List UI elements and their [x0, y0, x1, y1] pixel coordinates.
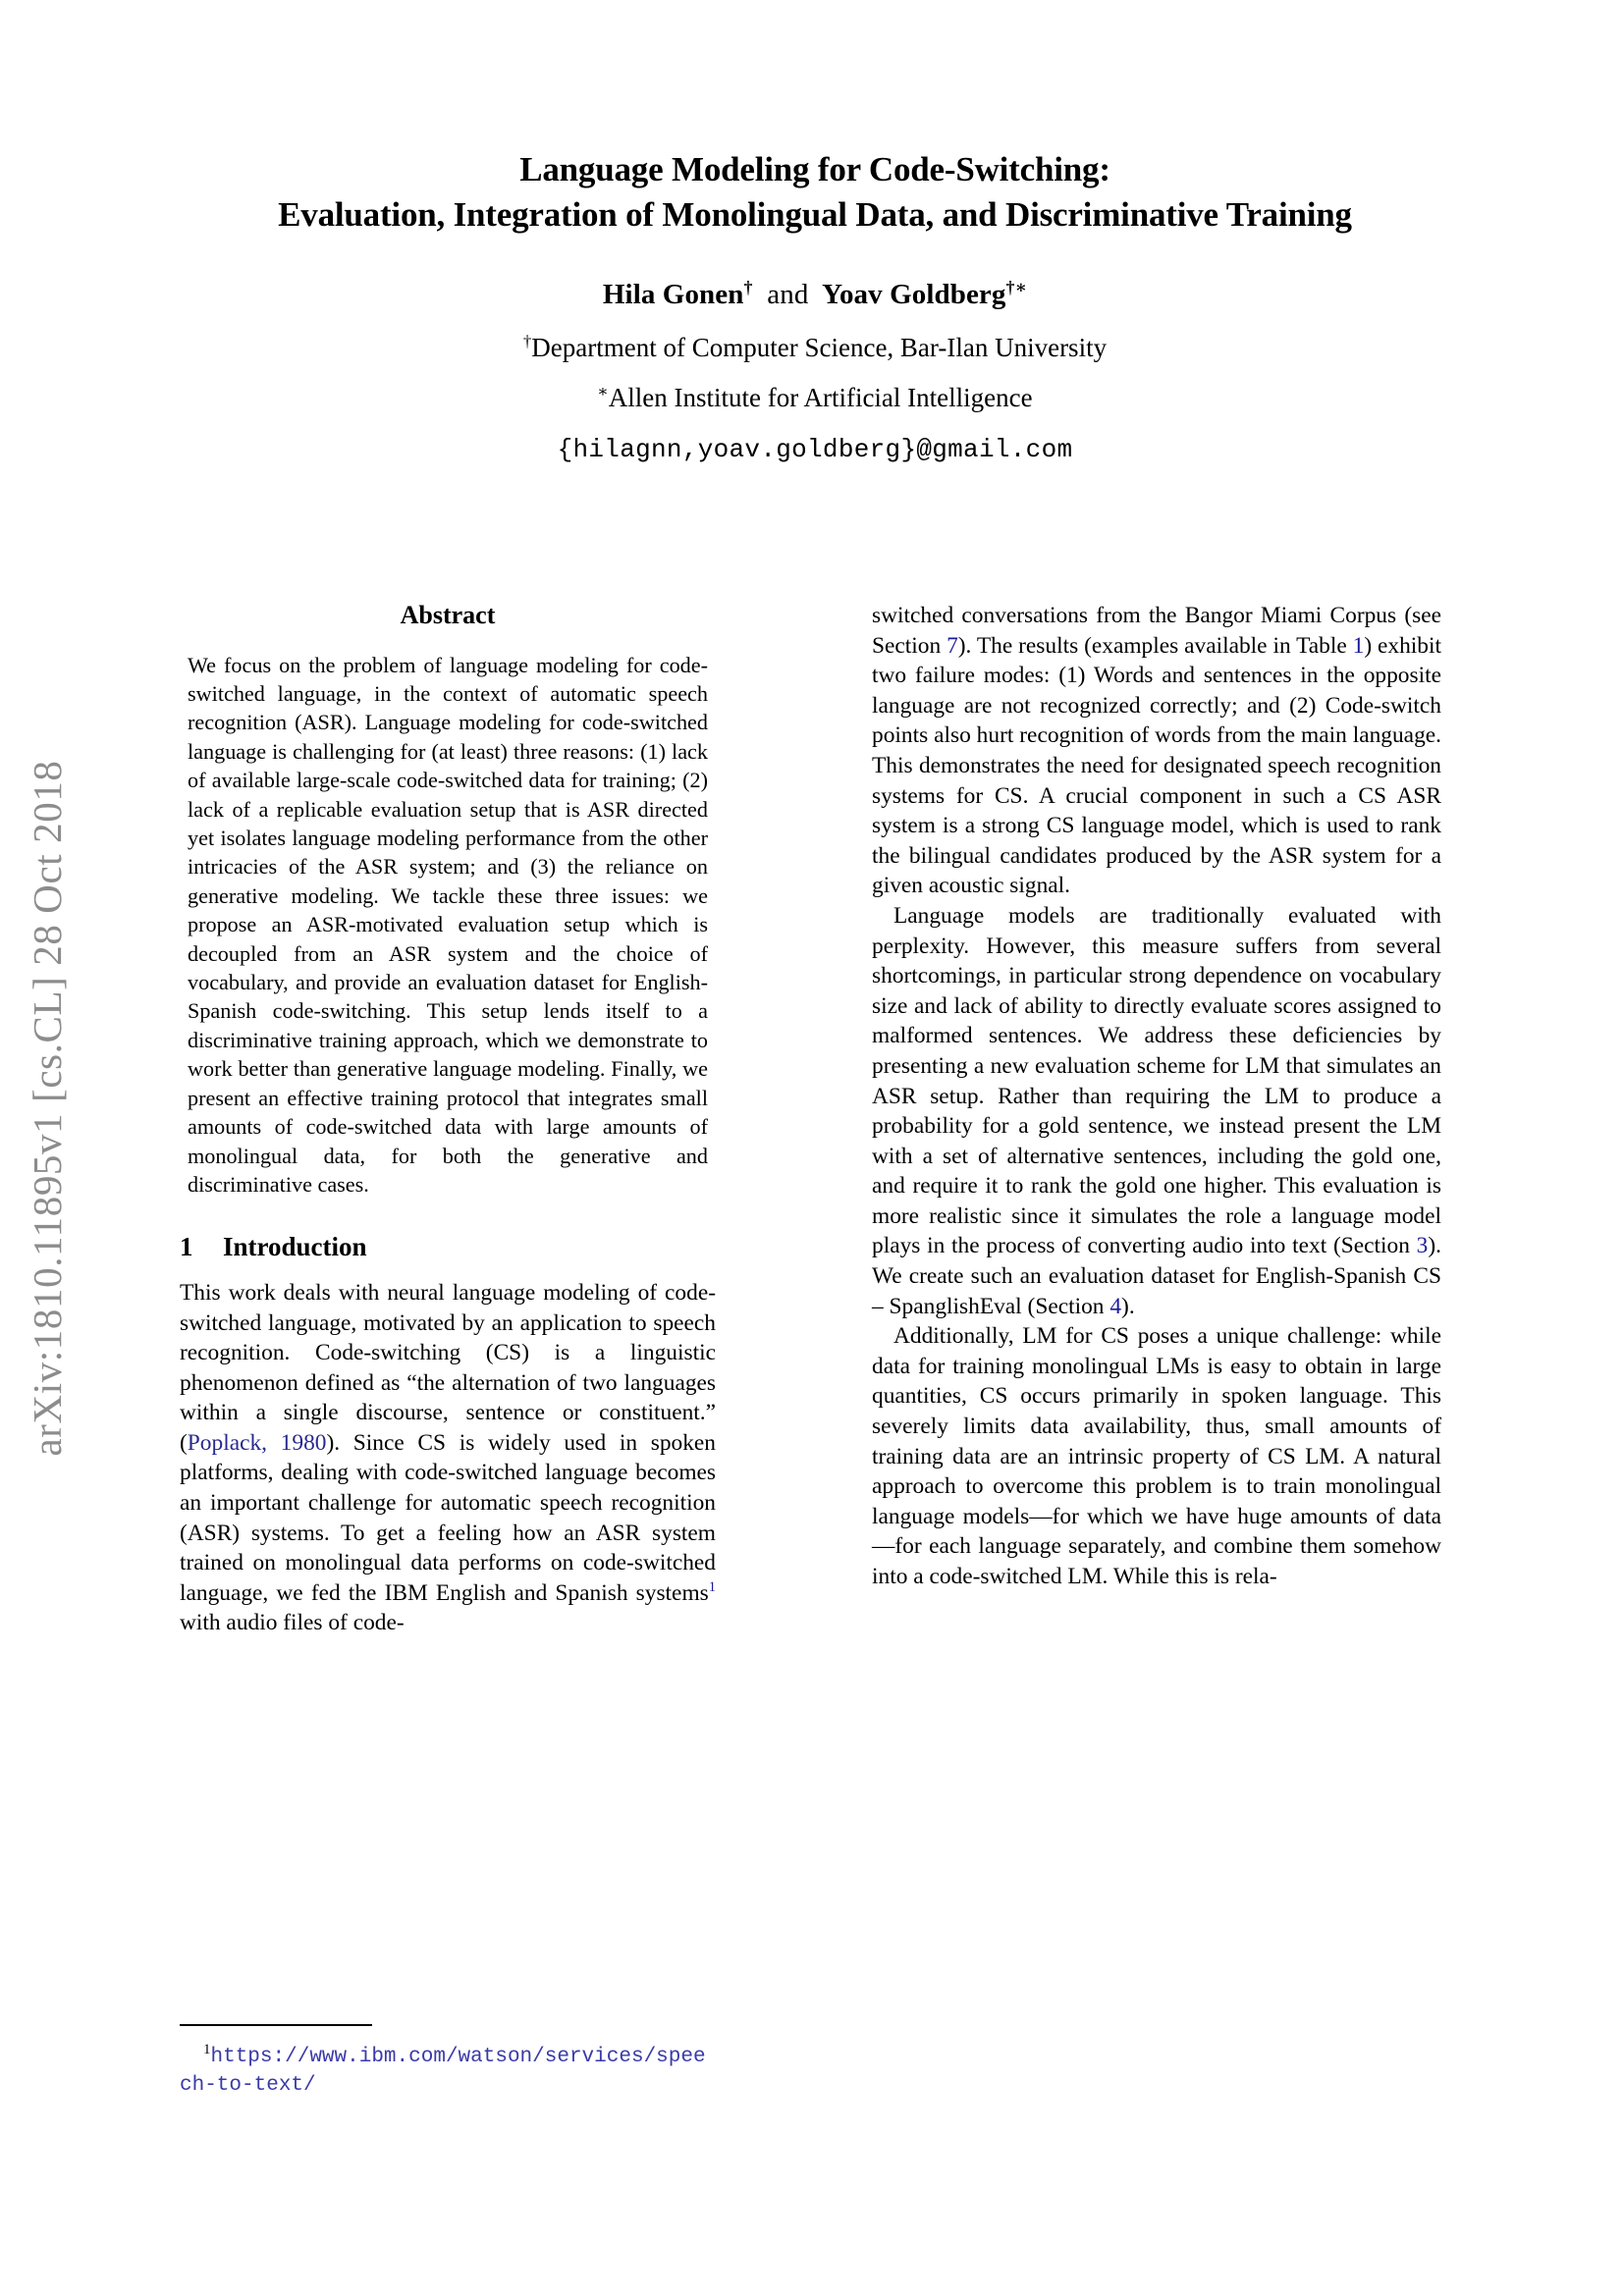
- right-paragraph-2: [872, 901, 1441, 1321]
- section-ref-7[interactable]: 7: [947, 632, 958, 659]
- author-name-1: Hila Gonen: [602, 279, 744, 310]
- intro-paragraph-1: [180, 1278, 716, 1638]
- right-paragraph-3: Additionally, LM for CS poses a unique challenge: while data for training monolingual LMs is easy to obtain in large quantities, CS occurs primarily in spoken language. This severely limits data availability, thus, small amounts of training data are an intrinsic property of CS LM. A natural approach to overcome this problem is to train monolingual language models—for which we have huge amounts of data—for each language separately, and combine them somehow into a code-switched LM. While this is rela-: [872, 1323, 1441, 1589]
- author-affil-mark-1: †: [743, 277, 753, 297]
- page-title: [147, 147, 1483, 238]
- section-number: 1: [180, 1232, 193, 1262]
- footnote-1: [180, 2036, 716, 2100]
- rc-p2-part-b: ). We create such an evaluation dataset for English-Spanish CS – SpanglishEval (Section: [872, 1233, 1441, 1319]
- table-ref-1[interactable]: 1: [1352, 632, 1365, 659]
- affiliation-text-2: Allen Institute for Artificial Intelligence: [608, 383, 1033, 412]
- abstract-text: We focus on the problem of language modeling for code-switched language, in the context of automatic speech recognition (ASR). Language modeling for code-switched language is challenging for (at least) three reasons: (1) lack of available large-scale code-switched data for training; (2) lack of a replicable evaluation setup that is ASR directed yet isolates language modeling performance from the other intricacies of the ASR system; and (3) the reliance on generative modeling. We tackle these three issues: we propose an ASR-motivated evaluation setup which is decoupled from an ASR system and the choice of vocabulary, and provide an evaluation dataset for English-Spanish code-switching. This setup lends itself to a discriminative training approach, which we demonstrate to work better than generative language modeling. Finally, we present an effective training protocol that integrates small amounts of code-switched data with large amounts of monolingual data, for both the generative and discriminative cases.: [188, 652, 708, 1197]
- abstract-heading: Abstract: [400, 601, 496, 629]
- rc-p1-part-b: ). The results (examples available in Table: [957, 632, 1353, 659]
- title-block: [147, 147, 1483, 464]
- author-email: {hilagnn,yoav.goldberg}@gmail.com: [557, 435, 1073, 464]
- footnote-url[interactable]: https://www.ibm.com/watson/services/speech-to-text/: [180, 2046, 706, 2097]
- rc-p1-part-c: ) exhibit two failure modes: (1) Words and sentences in the opposite language are not recognized correctly; and (2) Code-switch points also hurt recognition of words from the main language. This demonstrates the need for designated speech recognition systems for CS. A crucial component in such a CS ASR system is a strong CS language model, which is used to rank the bilingual candidates produced by the ASR system for a given acoustic signal.: [872, 632, 1441, 899]
- section-ref-3[interactable]: 3: [1416, 1233, 1429, 1259]
- footnote-marker-1[interactable]: 1: [708, 1579, 716, 1596]
- footnote-number: 1: [203, 2042, 211, 2057]
- footnote-block: [180, 2024, 716, 2100]
- right-column: [872, 601, 1441, 1592]
- intro-p1-part-c: with audio files of code-: [180, 1610, 405, 1636]
- title-line-2: Evaluation, Integration of Monolingual Data, and Discriminative Training: [278, 195, 1352, 234]
- author-name-2: Yoav Goldberg: [822, 279, 1006, 310]
- footnote-rule: [180, 2024, 372, 2026]
- author-list: [147, 279, 1483, 311]
- title-line-1: Language Modeling for Code-Switching:: [519, 150, 1110, 188]
- author-affil-mark-2: †∗: [1005, 277, 1028, 297]
- affiliation-1: [147, 333, 1483, 363]
- author-conjunction: and: [767, 279, 809, 310]
- citation-poplack-1980[interactable]: Poplack, 1980: [187, 1429, 327, 1456]
- affiliation-mark-2: ∗: [597, 382, 609, 400]
- intro-p1-part-b: ). Since CS is widely used in spoken platforms, dealing with code-switched language becomes an important challenge for automatic speech recognition (ASR) systems. To get a feeling how an ASR system trained on monolingual data performs on code-switched language, we fed the IBM English and Spanish systems: [180, 1429, 716, 1606]
- section-ref-4[interactable]: 4: [1109, 1293, 1122, 1319]
- rc-p1-part-a: switched conversations from the Bangor Miami Corpus (see Section: [872, 603, 1441, 659]
- left-column: [180, 601, 716, 1638]
- right-paragraph-continued: [872, 601, 1441, 901]
- section-heading-introduction: [180, 1232, 716, 1262]
- arxiv-stamp: arXiv:1810.11895v1 [cs.CL] 28 Oct 2018: [25, 760, 70, 1457]
- affiliation-mark-1: †: [522, 332, 532, 350]
- affiliation-text-1: Department of Computer Science, Bar-Ilan University: [531, 333, 1108, 362]
- affiliation-2: [147, 383, 1483, 413]
- rc-p2-part-a: Language models are traditionally evaluated with perplexity. However, this measure suffers from several shortcomings, in particular strong dependence on vocabulary size and lack of ability to directly evaluate scores assigned to malformed sentences. We address these deficiencies by presenting a new evaluation scheme for LM that simulates an ASR setup. Rather than requiring the LM to produce a probability for a gold sentence, we instead present the LM with a set of alternative sentences, including the gold one, and require it to rank the gold one higher. This evaluation is more realistic since it simulates the role a language model plays in the process of converting audio into text (Section: [872, 902, 1441, 1259]
- rc-p2-part-c: ).: [1121, 1293, 1135, 1319]
- section-title: Introduction: [223, 1232, 367, 1262]
- intro-p1-part-a: This work deals with neural language modeling of code-switched language, motivated by an application to speech recognition. Code-switching (CS) is a linguistic phenomenon defined as “the alternation of two languages within a single discourse, sentence or constituent.” (: [180, 1279, 716, 1456]
